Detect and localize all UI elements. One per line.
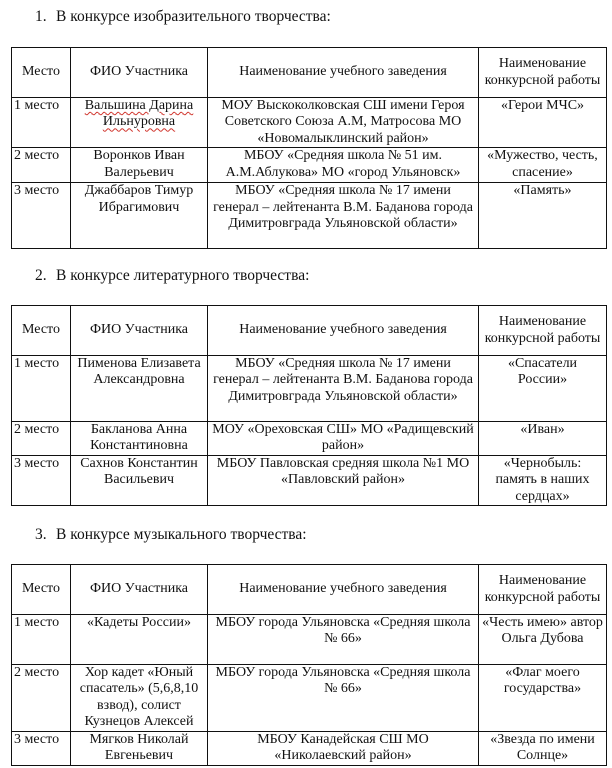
cell-name	[71, 98, 208, 148]
cell-school: МОУ Выскоколковская СШ имени Героя Советского Союза А.М, Матросова МО «Новомалыклинский район»	[208, 98, 479, 148]
cell-work: «Мужество, честь, спасение»	[479, 148, 607, 183]
cell-place: 2 место	[12, 148, 71, 183]
results-table-2	[11, 305, 607, 506]
cell-work: «Герои МЧС»	[479, 98, 607, 148]
cell-place: 3 место	[12, 456, 71, 506]
results-table-3	[11, 564, 607, 766]
cell-work: «Чернобыль: память в наших сердцах»	[479, 456, 607, 506]
cell-name-text: Вальшина Дарина Ильнуровна	[84, 98, 194, 130]
header-work: Наименование конкурсной работы	[479, 565, 607, 615]
cell-school: МБОУ «Средняя школа № 17 имени генерал – лейтенанта В.М. Баданова города Димитровграда Ульяновской области»	[208, 356, 479, 422]
table-header-row	[12, 48, 607, 98]
cell-work: «Память»	[479, 183, 607, 249]
header-place: Место	[12, 306, 71, 356]
cell-work: «Звезда по имени Солнце»	[479, 732, 607, 766]
table-row	[12, 665, 607, 732]
header-school: Наименование учебного заведения	[208, 565, 479, 615]
header-school: Наименование учебного заведения	[208, 48, 479, 98]
section-number: 2.	[35, 267, 47, 284]
cell-name: Джаббаров Тимур Ибрагимович	[71, 183, 208, 249]
cell-name: Хор кадет «Юный спасатель» (5,6,8,10 взвод), солист Кузнецов Алексей	[71, 665, 208, 732]
cell-place: 1 место	[12, 98, 71, 148]
section-number: 3.	[35, 526, 47, 543]
header-place: Место	[12, 565, 71, 615]
cell-work: «Флаг моего государства»	[479, 665, 607, 732]
header-place: Место	[12, 48, 71, 98]
header-name: ФИО Участника	[71, 565, 208, 615]
header-work: Наименование конкурсной работы	[479, 306, 607, 356]
cell-place: 1 место	[12, 356, 71, 422]
section-title: В конкурсе музыкального творчества:	[56, 526, 307, 543]
table-row	[12, 732, 607, 766]
cell-work: «Честь имею» автор Ольга Дубова	[479, 615, 607, 665]
table-header-row	[12, 306, 607, 356]
table-row	[12, 98, 607, 148]
section-title: В конкурсе литературного творчества:	[56, 267, 310, 284]
table-row	[12, 148, 607, 183]
cell-work: «Иван»	[479, 422, 607, 456]
cell-place: 1 место	[12, 615, 71, 665]
cell-name: Пименова Елизавета Александровна	[71, 356, 208, 422]
cell-place: 2 место	[12, 665, 71, 732]
table-header-row	[12, 565, 607, 615]
section-3-heading	[35, 526, 307, 544]
section-1-heading	[35, 8, 331, 26]
cell-school: МБОУ «Средняя школа № 17 имени генерал – лейтенанта В.М. Баданова города Димитровграда Ульяновской области»	[208, 183, 479, 249]
cell-name: Мягков Николай Евгеньевич	[71, 732, 208, 766]
cell-school: МБОУ «Средняя школа № 51 им. А.М.Аблукова» МО «город Ульяновск»	[208, 148, 479, 183]
cell-name: Сахнов Константин Васильевич	[71, 456, 208, 506]
section-2-heading	[35, 267, 309, 285]
cell-school: МБОУ города Ульяновска «Средняя школа № 66»	[208, 665, 479, 732]
header-work: Наименование конкурсной работы	[479, 48, 607, 98]
table-row	[12, 183, 607, 249]
section-number: 1.	[35, 8, 47, 25]
table-row	[12, 456, 607, 506]
header-school: Наименование учебного заведения	[208, 306, 479, 356]
cell-school: МБОУ города Ульяновска «Средняя школа № 66»	[208, 615, 479, 665]
cell-school: МБОУ Канадейская СШ МО «Николаевский район»	[208, 732, 479, 766]
table-row	[12, 356, 607, 422]
header-name: ФИО Участника	[71, 306, 208, 356]
cell-name: Воронков Иван Валерьевич	[71, 148, 208, 183]
cell-place: 2 место	[12, 422, 71, 456]
cell-name: «Кадеты России»	[71, 615, 208, 665]
cell-school: МБОУ Павловская средняя школа №1 МО «Павловский район»	[208, 456, 479, 506]
table-row	[12, 422, 607, 456]
table-row	[12, 615, 607, 665]
cell-school: МОУ «Ореховская СШ» МО «Радищевский район»	[208, 422, 479, 456]
cell-name: Бакланова Анна Константиновна	[71, 422, 208, 456]
header-name: ФИО Участника	[71, 48, 208, 98]
cell-work: «Спасатели России»	[479, 356, 607, 422]
cell-place: 3 место	[12, 732, 71, 766]
cell-place: 3 место	[12, 183, 71, 249]
section-title: В конкурсе изобразительного творчества:	[56, 8, 331, 25]
results-table-1	[11, 47, 607, 249]
